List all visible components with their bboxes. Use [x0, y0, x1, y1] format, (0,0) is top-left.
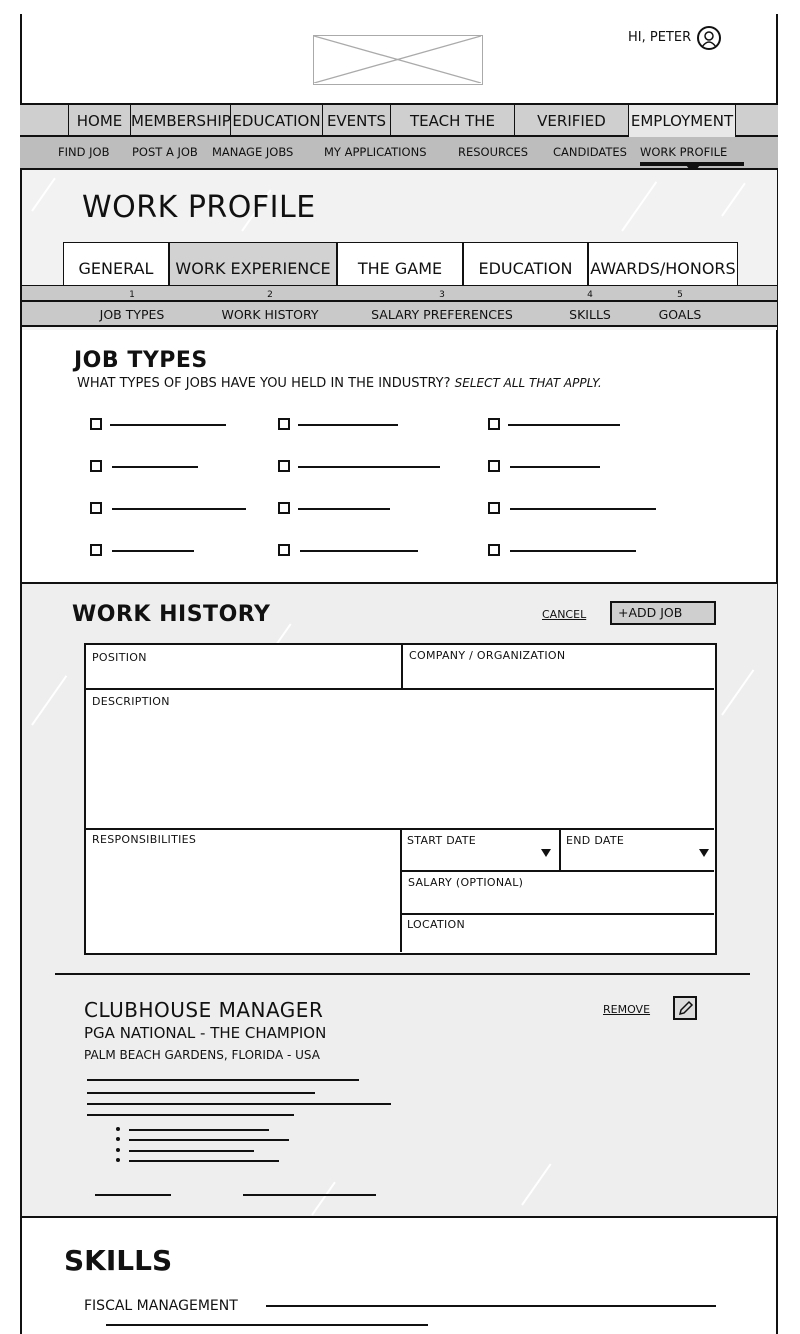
step-work-history[interactable]: [210, 289, 330, 322]
logo-placeholder: [313, 35, 483, 85]
step-number: 2: [267, 290, 273, 300]
start-date-label: START DATE: [407, 834, 477, 847]
company-input[interactable]: [403, 645, 714, 687]
step-label: JOB TYPES: [99, 307, 165, 322]
job-type-checkbox[interactable]: [90, 460, 102, 472]
sub-nav: [20, 137, 778, 170]
skill-item-label: FISCAL MANAGEMENT: [84, 1298, 238, 1314]
tab-the-game[interactable]: THE GAME: [337, 242, 463, 288]
subnav-work-profile[interactable]: WORK PROFILE: [640, 145, 744, 166]
job-entry-company: PGA NATIONAL - THE CHAMPION: [84, 1024, 327, 1042]
job-type-label-line: [510, 550, 636, 552]
step-label: WORK HISTORY: [221, 307, 319, 322]
job-types-question: [77, 376, 602, 391]
responsibilities-textarea[interactable]: [86, 830, 400, 952]
skills-heading: SKILLS: [64, 1244, 173, 1277]
job-type-label-line: [112, 508, 246, 510]
user-avatar-icon[interactable]: [697, 26, 721, 50]
subnav-resources[interactable]: RESOURCES: [458, 145, 529, 159]
work-history-heading: WORK HISTORY: [72, 602, 271, 627]
salary-label: SALARY (OPTIONAL): [408, 876, 524, 889]
description-textarea[interactable]: [86, 690, 714, 828]
job-type-label-line: [110, 424, 226, 426]
subnav-candidates[interactable]: CANDIDATES: [553, 145, 627, 159]
main-nav: [20, 103, 778, 137]
tab-awards-honors[interactable]: AWARDS/HONORS: [588, 242, 738, 288]
description-text-line: [87, 1092, 315, 1094]
meta-text-line: [95, 1194, 171, 1196]
job-type-label-line: [112, 550, 194, 552]
job-types-heading: JOB TYPES: [74, 348, 208, 373]
job-type-label-line: [298, 466, 440, 468]
end-date-label: END DATE: [566, 834, 625, 847]
bullet-text-line: [129, 1150, 254, 1152]
step-number: 3: [439, 290, 445, 300]
company-label: COMPANY / ORGANIZATION: [409, 649, 566, 662]
job-type-label-line: [508, 424, 620, 426]
job-entry-title: CLUBHOUSE MANAGER: [84, 998, 324, 1022]
nav-employment[interactable]: EMPLOYMENT: [628, 105, 736, 137]
tab-education[interactable]: EDUCATION: [463, 242, 588, 288]
skill-sub-line: [106, 1324, 428, 1326]
job-type-checkbox[interactable]: [278, 502, 290, 514]
job-type-label-line: [510, 466, 600, 468]
job-type-checkbox[interactable]: [488, 544, 500, 556]
bullet-icon: [116, 1137, 120, 1141]
responsibilities-label: RESPONSIBILITIES: [92, 833, 197, 846]
description-text-line: [87, 1079, 359, 1081]
skill-line: [266, 1305, 716, 1307]
step-number: 1: [129, 290, 135, 300]
section-divider: [55, 973, 750, 975]
step-skills[interactable]: [560, 289, 620, 322]
job-type-checkbox[interactable]: [90, 418, 102, 430]
subnav-find-job[interactable]: FIND JOB: [58, 145, 110, 159]
location-label: LOCATION: [407, 918, 465, 931]
description-label: DESCRIPTION: [92, 695, 170, 708]
step-label: SALARY PREFERENCES: [371, 307, 513, 322]
job-types-hint: SELECT ALL THAT APPLY.: [454, 376, 602, 390]
job-type-checkbox[interactable]: [278, 418, 290, 430]
user-greeting: HI, PETER: [628, 30, 692, 45]
salary-input[interactable]: [402, 872, 714, 912]
nav-teach-the-game[interactable]: TEACH THE: [390, 105, 514, 137]
bullet-text-line: [129, 1160, 279, 1162]
subnav-post-a-job[interactable]: POST A JOB: [132, 145, 198, 159]
job-type-checkbox[interactable]: [488, 502, 500, 514]
position-input[interactable]: [86, 645, 401, 687]
step-label: SKILLS: [569, 307, 611, 322]
job-type-checkbox[interactable]: [278, 544, 290, 556]
end-date-dropdown-icon[interactable]: [699, 849, 709, 857]
job-type-checkbox[interactable]: [488, 418, 500, 430]
edit-pencil-icon[interactable]: [673, 996, 697, 1020]
step-number: 4: [587, 290, 593, 300]
bullet-icon: [116, 1158, 120, 1162]
job-entry-location: PALM BEACH GARDENS, FLORIDA - USA: [84, 1048, 320, 1062]
job-type-checkbox[interactable]: [90, 502, 102, 514]
tab-work-experience[interactable]: WORK EXPERIENCE: [169, 242, 337, 288]
tab-general[interactable]: GENERAL: [63, 242, 169, 288]
job-type-label-line: [298, 508, 390, 510]
nav-home[interactable]: HOME: [68, 105, 130, 137]
nav-education[interactable]: EDUCATION: [230, 105, 322, 137]
meta-text-line: [243, 1194, 376, 1196]
job-type-checkbox[interactable]: [90, 544, 102, 556]
job-type-checkbox[interactable]: [278, 460, 290, 472]
job-type-label-line: [298, 424, 398, 426]
nav-membership[interactable]: MEMBERSHIP: [130, 105, 230, 137]
nav-verified[interactable]: VERIFIED: [514, 105, 628, 137]
step-goals[interactable]: [650, 289, 710, 322]
step-salary-preferences[interactable]: [362, 289, 522, 322]
position-label: POSITION: [92, 651, 147, 664]
remove-job-link[interactable]: REMOVE: [603, 1003, 651, 1016]
job-type-label-line: [112, 466, 198, 468]
add-job-button[interactable]: +ADD JOB: [610, 601, 716, 625]
description-text-line: [87, 1103, 391, 1105]
bullet-icon: [116, 1127, 120, 1131]
job-type-label-line: [510, 508, 656, 510]
description-text-line: [87, 1114, 294, 1116]
work-history-form: [84, 643, 717, 955]
cancel-link[interactable]: CANCEL: [542, 608, 587, 621]
subnav-my-applications[interactable]: MY APPLICATIONS: [324, 145, 427, 159]
step-job-types[interactable]: [82, 289, 182, 322]
page-title: WORK PROFILE: [82, 190, 316, 225]
start-date-dropdown-icon[interactable]: [541, 849, 551, 857]
job-type-checkbox[interactable]: [488, 460, 500, 472]
step-number: 5: [677, 290, 683, 300]
location-input[interactable]: [402, 915, 714, 951]
step-label: GOALS: [658, 307, 702, 322]
bullet-icon: [116, 1148, 120, 1152]
job-types-question-text: WHAT TYPES OF JOBS HAVE YOU HELD IN THE INDUSTRY?: [77, 376, 451, 391]
nav-events[interactable]: EVENTS: [322, 105, 390, 137]
subnav-manage-jobs[interactable]: MANAGE JOBS: [212, 145, 294, 159]
bullet-text-line: [129, 1129, 269, 1131]
bullet-text-line: [129, 1139, 289, 1141]
job-type-label-line: [300, 550, 418, 552]
